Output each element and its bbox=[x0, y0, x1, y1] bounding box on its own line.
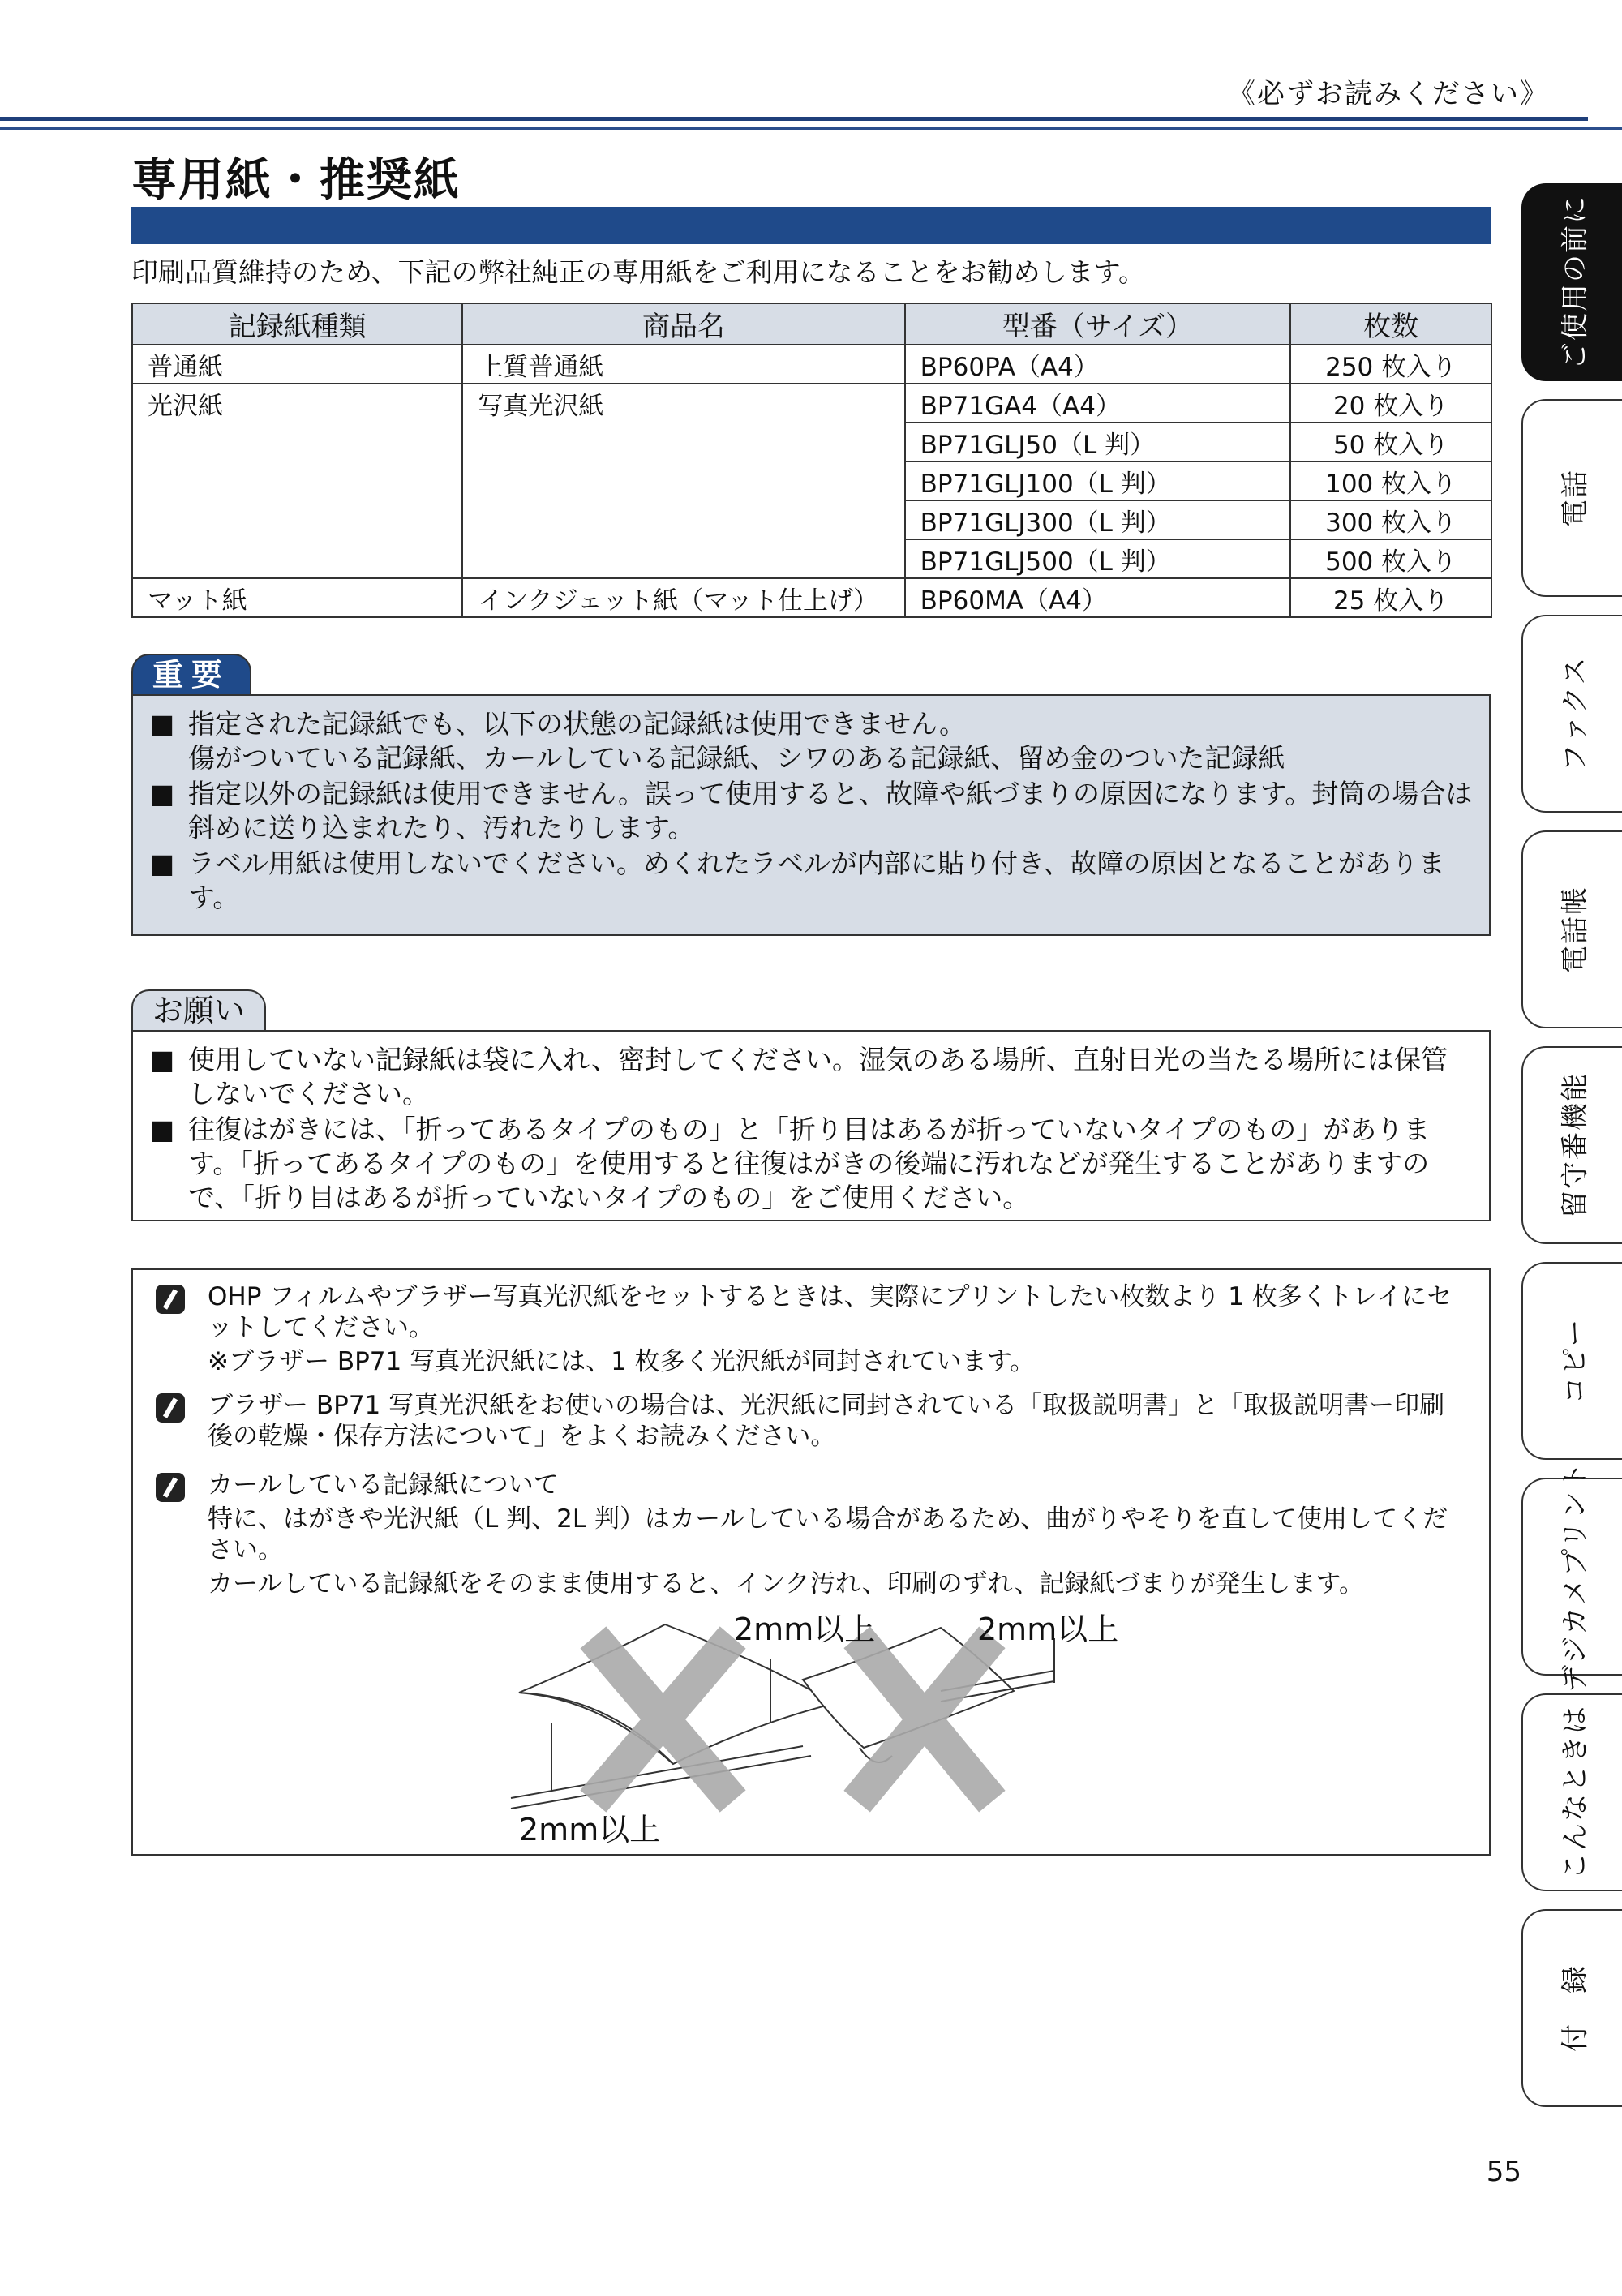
bullet-square-icon: ■ bbox=[149, 778, 175, 809]
count-cell: 500 枚入り bbox=[1290, 539, 1491, 578]
paper-type-cell: 光沢紙 bbox=[132, 384, 462, 578]
pencil-memo-icon bbox=[156, 1393, 185, 1423]
important-text: 指定以外の記録紙は使用できません。誤って使用すると、故障や紙づまりの原因になります。封筒の場合は斜めに送り込まれたり、汚れたりします。 bbox=[188, 778, 1473, 843]
curl-diagram bbox=[487, 1602, 1135, 1848]
bullet-square-icon: ■ bbox=[149, 848, 175, 879]
model-cell: BP71GLJ300（L 判） bbox=[905, 500, 1291, 539]
product-cell: 上質普通紙 bbox=[462, 345, 904, 384]
bullet-square-icon: ■ bbox=[149, 1114, 175, 1145]
note-text: OHP フィルムやブラザー写真光沢紙をセットするときは、実際にプリントしたい枚数より 1 枚多くトレイにセットしてください。 bbox=[208, 1282, 1453, 1342]
count-cell: 250 枚入り bbox=[1290, 345, 1491, 384]
table-row bbox=[132, 384, 1491, 423]
request-text: 往復はがきには、「折ってあるタイプのもの」と「折り目はあるが折っていないタイプのもの」があります。「折ってあるタイプのもの」を使用すると往復はがきの後端に汚れなどが発生することがありますので、「折り目はあるが折っていないタイプのもの」をご使用ください。 bbox=[188, 1114, 1431, 1213]
table-row bbox=[132, 345, 1491, 384]
side-tab-phone[interactable]: 電話 bbox=[1521, 399, 1622, 597]
model-cell: BP71GLJ500（L 判） bbox=[905, 539, 1291, 578]
count-cell: 50 枚入り bbox=[1290, 423, 1491, 461]
note-item bbox=[156, 1390, 1453, 1455]
note-text: カールしている記録紙をそのまま使用すると、インク汚れ、印刷のずれ、記録紙づまりが発生します。 bbox=[208, 1569, 1364, 1599]
pencil-memo-icon bbox=[156, 1473, 185, 1502]
side-tab-troubleshooting[interactable]: こんなときは bbox=[1521, 1693, 1622, 1891]
note-text: カールしている記録紙について bbox=[208, 1470, 559, 1500]
measure-label: 2mm以上 bbox=[519, 1812, 661, 1848]
intro-text: 印刷品質維持のため、下記の弊社純正の専用紙をご利用になることをお勧めします。 bbox=[131, 256, 1146, 288]
model-cell: BP60PA（A4） bbox=[905, 345, 1291, 384]
product-cell: インクジェット紙（マット仕上げ） bbox=[462, 578, 904, 617]
side-tab-fax[interactable]: ファクス bbox=[1521, 615, 1622, 813]
important-label: 重要 bbox=[131, 654, 251, 694]
page-title: 専用紙・推奨紙 bbox=[131, 154, 461, 207]
list-item bbox=[149, 1043, 1473, 1111]
table-header: 枚数 bbox=[1290, 303, 1491, 345]
table-header: 記録紙種類 bbox=[132, 303, 462, 345]
model-cell: BP71GLJ50（L 判） bbox=[905, 423, 1291, 461]
side-tab-phonebook[interactable]: 電話帳 bbox=[1521, 830, 1622, 1028]
paper-type-cell: 普通紙 bbox=[132, 345, 462, 384]
model-cell: BP71GLJ100（L 判） bbox=[905, 461, 1291, 500]
product-cell: 写真光沢紙 bbox=[462, 384, 904, 578]
side-tab-copy[interactable]: コピー bbox=[1521, 1262, 1622, 1460]
table-header: 商品名 bbox=[462, 303, 904, 345]
table-header-row bbox=[132, 303, 1491, 345]
measure-label: 2mm以上 bbox=[734, 1611, 876, 1647]
page-number: 55 bbox=[1486, 2156, 1521, 2188]
bullet-square-icon: ■ bbox=[149, 1044, 175, 1075]
title-bar bbox=[131, 207, 1491, 244]
request-box bbox=[131, 1030, 1491, 1221]
note-item bbox=[156, 1470, 1453, 1603]
important-text: 指定された記録紙でも、以下の状態の記録紙は使用できません。 bbox=[188, 708, 966, 740]
list-item bbox=[149, 707, 1473, 775]
model-cell: BP71GA4（A4） bbox=[905, 384, 1291, 423]
bullet-square-icon: ■ bbox=[149, 708, 175, 740]
header-rule bbox=[0, 117, 1588, 121]
model-cell: BP60MA（A4） bbox=[905, 578, 1291, 617]
note-text: 特に、はがきや光沢紙（L 判、2L 判）はカールしている場合があるため、曲がりやそりを直して使用してください。 bbox=[208, 1504, 1448, 1564]
request-text: 使用していない記録紙は袋に入れ、密封してください。湿気のある場所、直射日光の当たる場所には保管しないでください。 bbox=[188, 1044, 1448, 1109]
list-item bbox=[149, 1113, 1473, 1215]
count-cell: 25 枚入り bbox=[1290, 578, 1491, 617]
request-label: お願い bbox=[131, 989, 266, 1030]
header-label: 《必ずお読みください》 bbox=[1228, 78, 1549, 110]
important-box bbox=[131, 694, 1491, 936]
list-item bbox=[149, 777, 1473, 845]
note-text: ブラザー BP71 写真光沢紙をお使いの場合は、光沢紙に同封されている「取扱説明書」と「取扱説明書ー印刷後の乾燥・保存方法について」をよくお読みください。 bbox=[208, 1391, 1445, 1451]
side-tab-before-use[interactable]: ご使用の前に bbox=[1521, 183, 1622, 381]
note-text: ※ブラザー BP71 写真光沢紙には、1 枚多く光沢紙が同封されています。 bbox=[208, 1347, 1036, 1376]
paper-table bbox=[131, 303, 1492, 618]
count-cell: 20 枚入り bbox=[1290, 384, 1491, 423]
note-item bbox=[156, 1281, 1453, 1380]
side-tab-appendix[interactable]: 付 録 bbox=[1521, 1909, 1622, 2107]
important-text: ラベル用紙は使用しないでください。めくれたラベルが内部に貼り付き、故障の原因となることがあります。 bbox=[188, 848, 1445, 913]
table-header: 型番（サイズ） bbox=[905, 303, 1291, 345]
measure-label: 2mm以上 bbox=[977, 1611, 1119, 1647]
list-item bbox=[149, 847, 1473, 915]
count-cell: 100 枚入り bbox=[1290, 461, 1491, 500]
table-row bbox=[132, 578, 1491, 617]
paper-type-cell: マット紙 bbox=[132, 578, 462, 617]
count-cell: 300 枚入り bbox=[1290, 500, 1491, 539]
header-rule-thin bbox=[0, 127, 1622, 130]
side-tab-answering[interactable]: 留守番機能 bbox=[1521, 1046, 1622, 1244]
pencil-memo-icon bbox=[156, 1285, 185, 1314]
important-text: 傷がついている記録紙、カールしている記録紙、シワのある記録紙、留め金のついた記録紙 bbox=[188, 742, 1285, 774]
side-tab-photo-print[interactable]: デジカメプリント bbox=[1521, 1478, 1622, 1676]
